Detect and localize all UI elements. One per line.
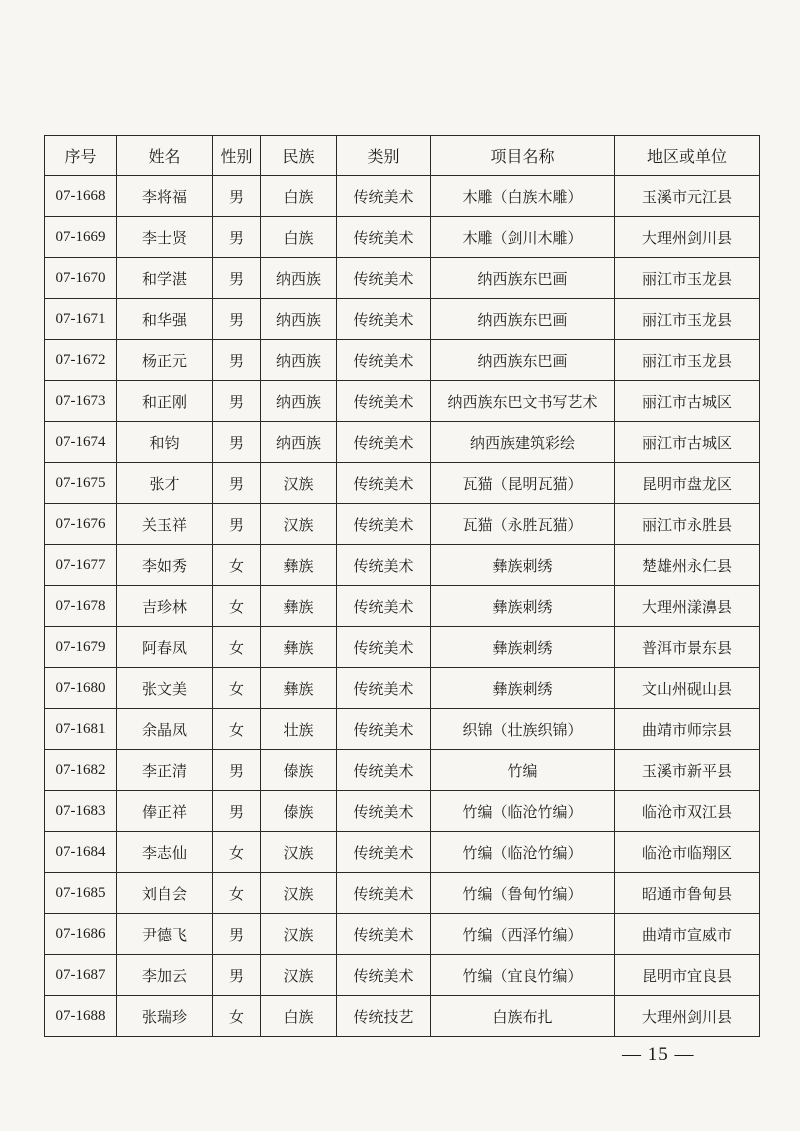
cell-region: 昆明市宜良县 [615,955,760,996]
cell-project: 瓦猫（永胜瓦猫） [431,504,615,545]
table-row [45,217,760,258]
cell-name: 杨正元 [117,340,213,381]
table-row [45,996,760,1037]
table-row [45,873,760,914]
cell-ethnicity: 纳西族 [261,381,337,422]
cell-ethnicity: 壮族 [261,709,337,750]
cell-project: 木雕（白族木雕） [431,176,615,217]
cell-serial: 07-1682 [45,750,117,791]
cell-name: 李将福 [117,176,213,217]
cell-category: 传统美术 [337,258,431,299]
cell-name: 俸正祥 [117,791,213,832]
cell-gender: 男 [213,750,261,791]
table-row [45,955,760,996]
cell-ethnicity: 白族 [261,996,337,1037]
cell-ethnicity: 彝族 [261,668,337,709]
cell-category: 传统美术 [337,873,431,914]
cell-region: 曲靖市师宗县 [615,709,760,750]
header-ethnicity: 民族 [261,136,337,176]
cell-gender: 女 [213,709,261,750]
cell-gender: 女 [213,586,261,627]
cell-ethnicity: 傣族 [261,791,337,832]
cell-gender: 男 [213,217,261,258]
table-row [45,176,760,217]
cell-category: 传统美术 [337,217,431,258]
cell-project: 纳西族东巴文书写艺术 [431,381,615,422]
cell-category: 传统美术 [337,381,431,422]
table-body [45,176,760,1037]
cell-gender: 男 [213,914,261,955]
cell-project: 纳西族东巴画 [431,340,615,381]
cell-serial: 07-1671 [45,299,117,340]
cell-serial: 07-1674 [45,422,117,463]
cell-serial: 07-1675 [45,463,117,504]
cell-region: 丽江市古城区 [615,422,760,463]
cell-serial: 07-1681 [45,709,117,750]
cell-serial: 07-1685 [45,873,117,914]
table-row [45,791,760,832]
cell-region: 昭通市鲁甸县 [615,873,760,914]
cell-project: 彝族刺绣 [431,627,615,668]
cell-name: 和华强 [117,299,213,340]
cell-name: 和学湛 [117,258,213,299]
table-row [45,586,760,627]
cell-project: 木雕（剑川木雕） [431,217,615,258]
cell-serial: 07-1688 [45,996,117,1037]
cell-region: 玉溪市新平县 [615,750,760,791]
cell-category: 传统美术 [337,545,431,586]
cell-category: 传统美术 [337,914,431,955]
cell-category: 传统美术 [337,586,431,627]
cell-category: 传统美术 [337,832,431,873]
cell-region: 文山州砚山县 [615,668,760,709]
cell-category: 传统美术 [337,422,431,463]
cell-serial: 07-1676 [45,504,117,545]
cell-project: 竹编（临沧竹编） [431,832,615,873]
cell-category: 传统美术 [337,504,431,545]
cell-project: 彝族刺绣 [431,586,615,627]
cell-ethnicity: 汉族 [261,504,337,545]
cell-region: 临沧市临翔区 [615,832,760,873]
cell-region: 丽江市永胜县 [615,504,760,545]
cell-project: 竹编（临沧竹编） [431,791,615,832]
table-row [45,422,760,463]
cell-name: 吉珍林 [117,586,213,627]
cell-gender: 男 [213,340,261,381]
cell-project: 纳西族建筑彩绘 [431,422,615,463]
cell-ethnicity: 彝族 [261,586,337,627]
cell-region: 楚雄州永仁县 [615,545,760,586]
cell-gender: 男 [213,791,261,832]
cell-gender: 男 [213,381,261,422]
page-number: — 15 — [622,1044,695,1065]
header-gender: 性别 [213,136,261,176]
table-row [45,709,760,750]
cell-category: 传统美术 [337,340,431,381]
header-project: 项目名称 [431,136,615,176]
cell-name: 李士贤 [117,217,213,258]
cell-gender: 女 [213,832,261,873]
cell-gender: 女 [213,873,261,914]
cell-name: 李志仙 [117,832,213,873]
header-category: 类别 [337,136,431,176]
cell-name: 李加云 [117,955,213,996]
cell-category: 传统美术 [337,955,431,996]
table-header-row [45,136,760,176]
table-row [45,832,760,873]
cell-category: 传统美术 [337,709,431,750]
cell-serial: 07-1677 [45,545,117,586]
cell-ethnicity: 纳西族 [261,422,337,463]
cell-category: 传统美术 [337,627,431,668]
cell-region: 大理州剑川县 [615,217,760,258]
cell-gender: 女 [213,996,261,1037]
cell-serial: 07-1669 [45,217,117,258]
cell-serial: 07-1678 [45,586,117,627]
cell-gender: 女 [213,545,261,586]
cell-project: 竹编 [431,750,615,791]
cell-name: 刘自会 [117,873,213,914]
cell-name: 张文美 [117,668,213,709]
cell-ethnicity: 汉族 [261,832,337,873]
cell-ethnicity: 汉族 [261,955,337,996]
cell-name: 尹德飞 [117,914,213,955]
cell-region: 昆明市盘龙区 [615,463,760,504]
cell-category: 传统美术 [337,176,431,217]
cell-category: 传统美术 [337,791,431,832]
cell-serial: 07-1679 [45,627,117,668]
cell-project: 纳西族东巴画 [431,299,615,340]
cell-project: 纳西族东巴画 [431,258,615,299]
cell-project: 瓦猫（昆明瓦猫） [431,463,615,504]
cell-gender: 男 [213,299,261,340]
cell-category: 传统美术 [337,463,431,504]
cell-serial: 07-1680 [45,668,117,709]
cell-serial: 07-1686 [45,914,117,955]
cell-region: 临沧市双江县 [615,791,760,832]
cell-name: 关玉祥 [117,504,213,545]
cell-serial: 07-1668 [45,176,117,217]
cell-project: 竹编（西泽竹编） [431,914,615,955]
table-row [45,299,760,340]
cell-serial: 07-1670 [45,258,117,299]
cell-ethnicity: 纳西族 [261,258,337,299]
cell-ethnicity: 纳西族 [261,299,337,340]
cell-ethnicity: 彝族 [261,627,337,668]
cell-gender: 女 [213,627,261,668]
cell-ethnicity: 汉族 [261,463,337,504]
table-row [45,504,760,545]
cell-region: 大理州剑川县 [615,996,760,1037]
table-row [45,381,760,422]
cell-name: 和钧 [117,422,213,463]
table-row [45,258,760,299]
cell-name: 李如秀 [117,545,213,586]
cell-gender: 男 [213,258,261,299]
cell-serial: 07-1673 [45,381,117,422]
inheritor-table [44,135,760,1037]
cell-region: 丽江市玉龙县 [615,299,760,340]
cell-gender: 男 [213,422,261,463]
cell-region: 丽江市玉龙县 [615,340,760,381]
cell-region: 丽江市玉龙县 [615,258,760,299]
cell-region: 玉溪市元江县 [615,176,760,217]
cell-ethnicity: 白族 [261,176,337,217]
table-row [45,545,760,586]
cell-gender: 男 [213,504,261,545]
header-name: 姓名 [117,136,213,176]
cell-serial: 07-1687 [45,955,117,996]
cell-category: 传统美术 [337,668,431,709]
cell-ethnicity: 傣族 [261,750,337,791]
cell-project: 织锦（壮族织锦） [431,709,615,750]
cell-gender: 男 [213,955,261,996]
table-row [45,914,760,955]
cell-region: 普洱市景东县 [615,627,760,668]
cell-project: 竹编（鲁甸竹编） [431,873,615,914]
cell-region: 大理州漾濞县 [615,586,760,627]
cell-project: 彝族刺绣 [431,668,615,709]
cell-project: 白族布扎 [431,996,615,1037]
cell-gender: 女 [213,668,261,709]
cell-ethnicity: 汉族 [261,873,337,914]
cell-name: 张瑞珍 [117,996,213,1037]
header-region: 地区或单位 [615,136,760,176]
cell-ethnicity: 白族 [261,217,337,258]
cell-name: 张才 [117,463,213,504]
table-row [45,668,760,709]
cell-category: 传统美术 [337,750,431,791]
cell-category: 传统技艺 [337,996,431,1037]
cell-region: 丽江市古城区 [615,381,760,422]
table-row [45,463,760,504]
table-row [45,750,760,791]
cell-name: 余晶凤 [117,709,213,750]
cell-project: 竹编（宜良竹编） [431,955,615,996]
cell-serial: 07-1683 [45,791,117,832]
cell-name: 阿春凤 [117,627,213,668]
cell-gender: 男 [213,463,261,504]
cell-name: 李正清 [117,750,213,791]
cell-serial: 07-1672 [45,340,117,381]
header-serial: 序号 [45,136,117,176]
cell-name: 和正刚 [117,381,213,422]
cell-category: 传统美术 [337,299,431,340]
table-row [45,340,760,381]
cell-region: 曲靖市宣威市 [615,914,760,955]
cell-gender: 男 [213,176,261,217]
cell-serial: 07-1684 [45,832,117,873]
cell-ethnicity: 纳西族 [261,340,337,381]
table-row [45,627,760,668]
cell-ethnicity: 彝族 [261,545,337,586]
cell-ethnicity: 汉族 [261,914,337,955]
cell-project: 彝族刺绣 [431,545,615,586]
